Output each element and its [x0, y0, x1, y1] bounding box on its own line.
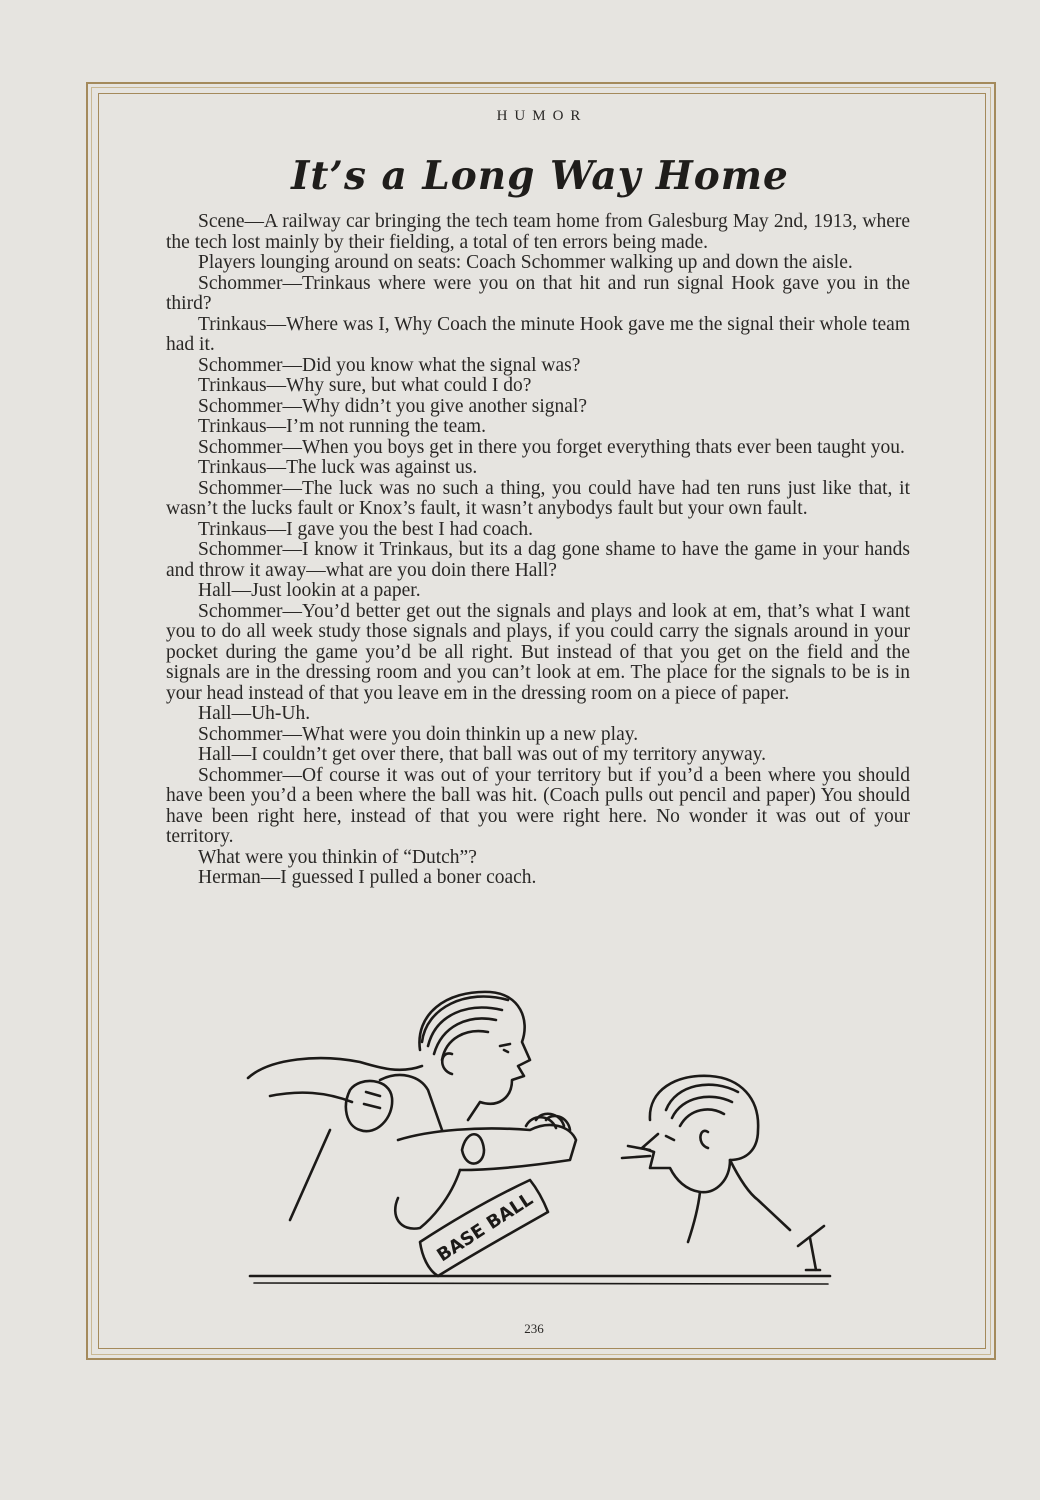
bat-label: BASE BALL	[433, 1188, 537, 1267]
paragraph: Players lounging around on seats: Coach Schommer walking up and down the aisle.	[198, 252, 853, 273]
coach-hair	[422, 996, 508, 1060]
page-number: 236	[524, 1321, 544, 1336]
player-hair	[666, 1085, 738, 1126]
ground-line	[254, 1283, 828, 1284]
coach-body	[290, 1130, 460, 1229]
paragraph: Schommer—Did you know what the signal was?	[198, 354, 581, 376]
paragraph: Schommer—Why didn’t you give another signal?	[198, 395, 588, 417]
paragraph: Hall—Just lookin at a paper.	[198, 580, 421, 601]
baseball-cartoon	[230, 980, 850, 1300]
paragraph: Hall—Uh-Uh.	[198, 703, 311, 724]
coach-left-arm-lower	[270, 1093, 352, 1102]
coach-shoulder	[380, 1075, 442, 1130]
paragraph: Schommer—I know it Trinkaus, but its a dag gone shame to have the game in your hands and throw it away—what are you doin there Hall?	[166, 539, 910, 581]
paragraph: Trinkaus—I’m not running the team.	[198, 416, 486, 437]
player-eye	[666, 1136, 674, 1140]
paragraph: Trinkaus—The luck was against us.	[198, 457, 478, 478]
player-neck	[688, 1160, 790, 1242]
coach-fist	[346, 1081, 392, 1131]
paragraph: Trinkaus—Why sure, but what could I do?	[198, 375, 532, 396]
paragraph: Schommer—The luck was no such a thing, you could have had ten runs just like that, it wasn’t the lucks fault or Knox’s fault, it wasn’t anybodys fault but your own fault.	[166, 477, 910, 519]
coach-eye	[500, 1044, 510, 1052]
paragraph: Herman—I guessed I pulled a boner coach.	[198, 867, 537, 888]
coach-ear	[442, 1053, 452, 1074]
coach-cuff	[462, 1134, 484, 1163]
paragraph: Trinkaus—Where was I, Why Coach the minute Hook gave me the signal their whole team had it.	[166, 313, 910, 355]
paragraph: Schommer—Trinkaus where were you on that hit and run signal Hook gave you in the third?	[166, 272, 910, 314]
paragraph: Schommer—Of course it was out of your territory but if you’d a been where you should have been you’d a been where the ball was hit. (Coach pulls out pencil and paper) You should have been right here, instead of that you were right here. No wonder it was out of your territory.	[166, 764, 910, 847]
paragraph: Schommer—You’d better get out the signals and plays and look at em, that’s what I want you to do all week study those signals and plays, if you could carry the signals around in your pocket during the game you’d be all right. But instead of that you get on the field and the signals are in the dressing room and you can’t look at em. The place for the signals to be is in your head instead of that you leave em in the dressing room on a piece of paper.	[166, 600, 910, 704]
artist-signature	[798, 1226, 824, 1270]
paragraph: What were you thinkin of “Dutch”?	[198, 846, 477, 868]
paragraph: Schommer—What were you doin thinkin up a new play.	[198, 723, 639, 745]
paragraph: Scene—A railway car bringing the tech team home from Galesburg May 2nd, 1913, where the tech lost mainly by their fielding, a total of ten errors being made.	[166, 211, 910, 253]
paragraph: Trinkaus—I gave you the best I had coach.	[198, 518, 534, 540]
paragraph: Hall—I couldn’t get over there, that ball was out of my territory anyway.	[198, 744, 767, 765]
player-hand	[622, 1146, 650, 1158]
player-ear	[700, 1131, 708, 1148]
dialogue-text	[166, 212, 910, 889]
coach-head	[419, 992, 530, 1120]
page-title: It’s a Long Way Home	[291, 153, 789, 199]
section-label: HUMOR	[496, 108, 588, 124]
paragraph: Schommer—When you boys get in there you forget everything thats ever been taught you.	[198, 436, 905, 458]
coach-right-arm	[398, 1125, 576, 1170]
